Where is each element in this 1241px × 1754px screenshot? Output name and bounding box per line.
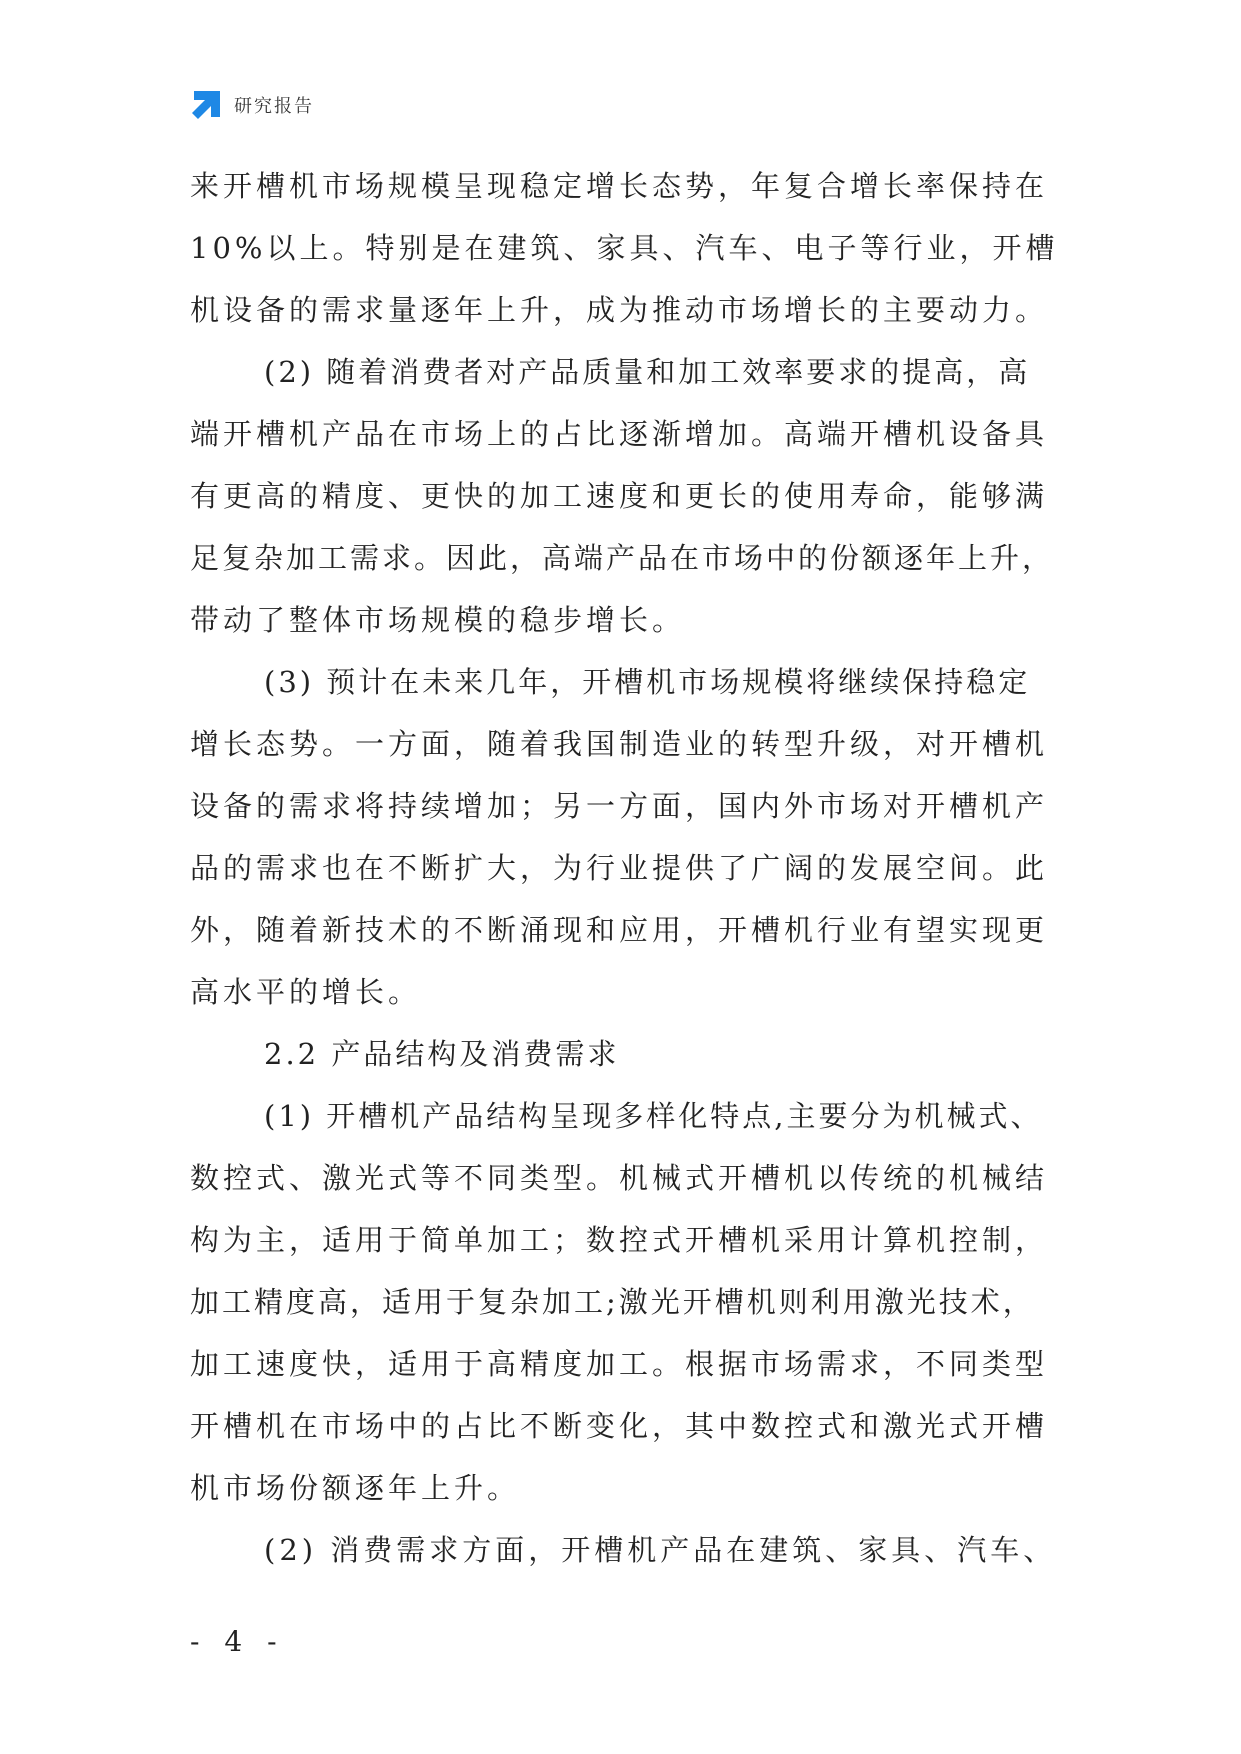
body-line: 开槽机在市场中的占比不断变化，其中数控式和激光式开槽 (190, 1409, 1049, 1443)
paragraph-first-line: (3) 预计在未来几年，开槽机市场规模将继续保持稳定 (264, 665, 1031, 699)
document-body (190, 155, 1070, 1581)
body-line: 加工速度快，适用于高精度加工。根据市场需求，不同类型 (190, 1347, 1049, 1381)
body-line: 有更高的精度、更快的加工速度和更长的使用寿命，能够满 (190, 479, 1049, 513)
body-line: 设备的需求将持续增加；另一方面，国内外市场对开槽机产 (190, 789, 1049, 823)
body-line: 端开槽机产品在市场上的占比逐渐增加。高端开槽机设备具 (190, 417, 1049, 451)
paragraph-first-line: (1) 开槽机产品结构呈现多样化特点,主要分为机械式、 (264, 1099, 1043, 1133)
body-line: 足复杂加工需求。因此，高端产品在市场中的份额逐年上升， (190, 541, 1055, 575)
header-title: 研究报告 (234, 96, 314, 117)
arrow-up-right-icon (190, 89, 222, 121)
paragraph-first-line: (2) 消费需求方面，开槽机产品在建筑、家具、汽车、 (264, 1533, 1057, 1567)
page-number: - 4 - (190, 1625, 285, 1658)
body-line: 高水平的增长。 (190, 975, 422, 1009)
body-line: 增长态势。一方面，随着我国制造业的转型升级，对开槽机 (190, 727, 1049, 761)
body-line: 机市场份额逐年上升。 (190, 1471, 521, 1505)
section-heading: 2.2 产品结构及消费需求 (264, 1037, 620, 1071)
body-line: 数控式、激光式等不同类型。机械式开槽机以传统的机械结 (190, 1161, 1049, 1195)
body-line: 加工精度高，适用于复杂加工;激光开槽机则利用激光技术， (190, 1285, 1035, 1319)
body-line: 外，随着新技术的不断涌现和应用，开槽机行业有望实现更 (190, 913, 1049, 947)
body-line: 来开槽机市场规模呈现稳定增长态势，年复合增长率保持在 (190, 169, 1049, 203)
body-line: 机设备的需求量逐年上升，成为推动市场增长的主要动力。 (190, 293, 1049, 327)
paragraph-first-line: (2) 随着消费者对产品质量和加工效率要求的提高，高 (264, 355, 1031, 389)
body-line: 品的需求也在不断扩大，为行业提供了广阔的发展空间。此 (190, 851, 1049, 885)
body-line: 10%以上。特别是在建筑、家具、汽车、电子等行业，开槽 (190, 231, 1059, 265)
body-line: 构为主，适用于简单加工；数控式开槽机采用计算机控制， (190, 1223, 1049, 1257)
report-header (190, 88, 314, 122)
body-line: 带动了整体市场规模的稳步增长。 (190, 603, 686, 637)
